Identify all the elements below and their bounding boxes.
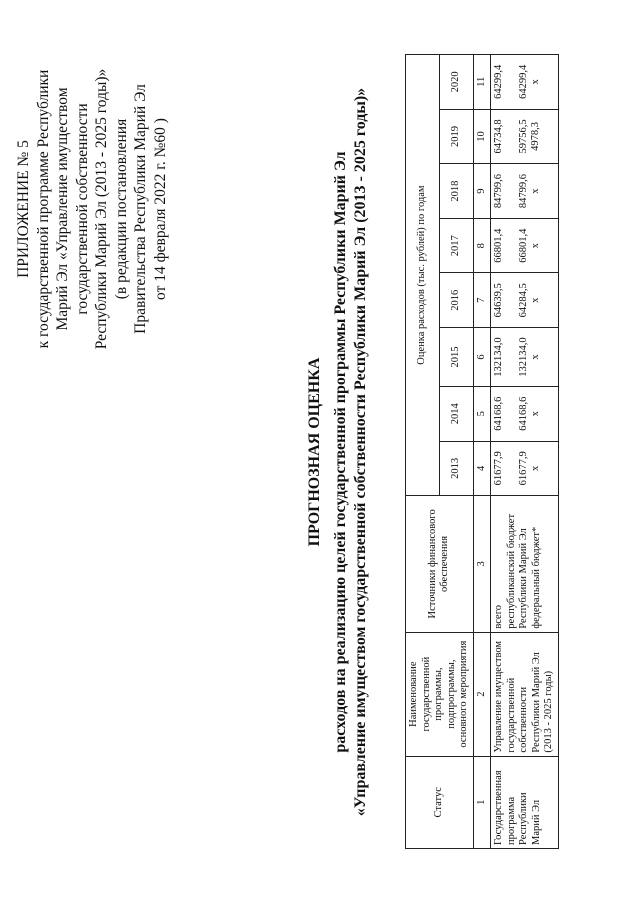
value-cell: 64284,5 xyxy=(517,283,529,318)
value-cell: 64639,5 xyxy=(493,283,504,318)
appendix-line: от 14 февраля 2022 г. №60 ) xyxy=(151,118,169,300)
title-line2: расходов на реализацию целей государственной программы Республики Марий Эл xyxy=(332,151,349,753)
year-values xyxy=(491,441,559,496)
value-cell: x xyxy=(530,79,541,85)
year-header: 2019 xyxy=(439,109,473,164)
appendix-header xyxy=(14,34,170,384)
source-label: всего xyxy=(493,605,504,629)
year-header: 2017 xyxy=(439,218,473,273)
col-number: 4 xyxy=(473,441,491,496)
year-values xyxy=(491,328,559,387)
value-cell: 59756,5 xyxy=(517,119,529,154)
row-sources xyxy=(491,496,559,633)
col-number: 3 xyxy=(473,496,491,633)
value-cell: 64299,4 xyxy=(517,64,529,99)
col-number: 2 xyxy=(473,632,491,756)
table-row xyxy=(491,55,559,849)
year-header: 2016 xyxy=(439,273,473,328)
header-name: Наименование государственной программы, подпрограммы, основного мероприятия xyxy=(406,632,474,756)
year-header: 2018 xyxy=(439,164,473,219)
value-cell: x xyxy=(530,188,541,194)
appendix-line: Правительства Республики Марий Эл xyxy=(132,84,149,334)
year-values xyxy=(491,109,559,164)
value-cell: 66801,4 xyxy=(493,228,504,263)
appendix-line: Марий Эл «Управление имуществом xyxy=(54,87,71,331)
year-header: 2014 xyxy=(439,386,473,441)
value-cell: 66801,4 xyxy=(517,228,529,263)
col-number: 8 xyxy=(473,218,491,273)
value-cell: x xyxy=(530,297,541,303)
year-header: 2013 xyxy=(439,441,473,496)
appendix-line: Республики Марий Эл (2013 - 2025 годы)» xyxy=(93,68,110,350)
value-cell: 84799,6 xyxy=(517,174,529,209)
year-values xyxy=(491,273,559,328)
year-header: 2015 xyxy=(439,328,473,387)
col-number: 10 xyxy=(473,109,491,164)
value-cell: 61677,9 xyxy=(493,451,504,486)
source-label: федеральный бюджет* xyxy=(530,526,542,629)
header-status: Статус xyxy=(406,756,474,848)
col-number: 1 xyxy=(473,756,491,848)
value-cell: 4978,3 xyxy=(530,122,541,151)
source-label: республиканский бюджет Республики Марий Эл xyxy=(505,513,529,629)
value-cell: x xyxy=(530,411,541,417)
value-cell: 64299,4 xyxy=(493,64,504,99)
col-number: 7 xyxy=(473,273,491,328)
col-number: 5 xyxy=(473,386,491,441)
appendix-line: государственной собственности xyxy=(73,103,91,315)
year-header: 2020 xyxy=(439,55,473,110)
header-estimate: Оценка расходов (тыс. рублей) по годам xyxy=(406,55,440,496)
estimate-table xyxy=(405,54,559,849)
year-values xyxy=(491,386,559,441)
value-cell: 64168,6 xyxy=(517,396,529,431)
appendix-line: (в редакции постановления xyxy=(112,118,130,300)
year-values xyxy=(491,55,559,110)
value-cell: 64168,6 xyxy=(493,396,504,431)
value-cell: 132134,0 xyxy=(493,337,504,377)
year-values xyxy=(491,164,559,219)
value-cell: x xyxy=(530,354,541,360)
appendix-line: к государственной программе Республики xyxy=(34,69,52,349)
document-title xyxy=(305,0,371,904)
title-main: ПРОГНОЗНАЯ ОЦЕНКА xyxy=(306,357,323,547)
value-cell: x xyxy=(530,243,541,249)
value-cell: x xyxy=(530,465,541,471)
value-cell: 132134,0 xyxy=(517,337,529,377)
year-values xyxy=(491,218,559,273)
row-status: Государственная программа Республики Марий Эл xyxy=(491,756,559,848)
col-number: 6 xyxy=(473,328,491,387)
appendix-line: ПРИЛОЖЕНИЕ № 5 xyxy=(15,140,32,278)
title-line3: «Управление имуществом государственной собственности Республики Марий Эл (2013 - 2025 годы)» xyxy=(352,87,369,817)
header-source: Источники финансового обеспечения xyxy=(406,496,474,633)
header-row xyxy=(406,55,440,849)
col-number: 11 xyxy=(473,55,491,110)
value-cell: 64734,8 xyxy=(493,119,504,154)
value-cell: 84799,6 xyxy=(493,174,504,209)
col-number: 9 xyxy=(473,164,491,219)
column-number-row xyxy=(473,55,491,849)
row-name: Управление имуществом государственной собственности Республики Марий Эл (2013 - 2025 годы) xyxy=(491,632,559,756)
value-cell: 61677,9 xyxy=(517,451,529,486)
